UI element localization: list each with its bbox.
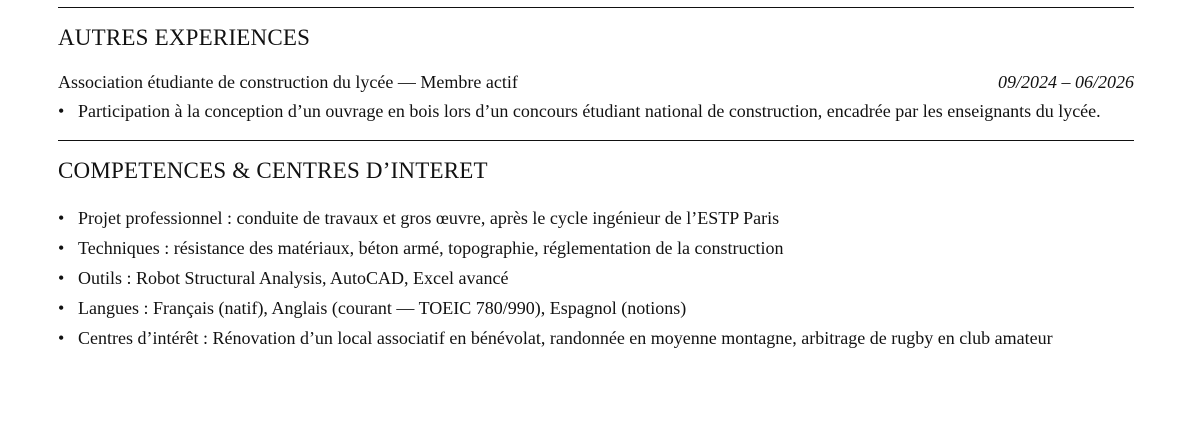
skills-bullet-languages: • Langues : Français (natif), Anglais (courant — TOEIC 780/990), Espagnol (notions) [58, 293, 1134, 323]
other-experiences-title: AUTRES EXPERIENCES [58, 25, 311, 50]
experience-organization-role: Association étudiante de construction du lycée — Membre actif [58, 72, 518, 92]
skills-bullet-list [58, 203, 1134, 353]
section-divider-middle [58, 140, 1134, 141]
skills-bullet-tools: • Outils : Robot Structural Analysis, AutoCAD, Excel avancé [58, 263, 1134, 293]
skills-bullet-interests: • Centres d’intérêt : Rénovation d’un local associatif en bénévolat, randonnée en moyenne montagne, arbitrage de rugby en club amateur [58, 323, 1134, 353]
experience-dates: 09/2024 – 06/2026 [997, 72, 1134, 92]
cv-page [58, 0, 1134, 353]
experience-bullet: • Participation à la conception d’un ouvrage en bois lors d’un concours étudiant national de construction, encadrée par les enseignants du lycée. [58, 96, 1134, 126]
skills-interests-section [58, 157, 1134, 353]
section-divider-top [58, 7, 1134, 8]
skills-interests-title: COMPETENCES & CENTRES D’INTERET [58, 158, 488, 183]
experience-entry-header [58, 70, 1134, 94]
skills-bullet-technical: • Techniques : résistance des matériaux, béton armé, topographie, réglementation de la construction [58, 233, 1134, 263]
skills-bullet-project: • Projet professionnel : conduite de travaux et gros œuvre, après le cycle ingénieur de l’ESTP Paris [58, 203, 1134, 233]
other-experiences-section [58, 24, 1134, 126]
experience-bullet-list [58, 96, 1134, 126]
